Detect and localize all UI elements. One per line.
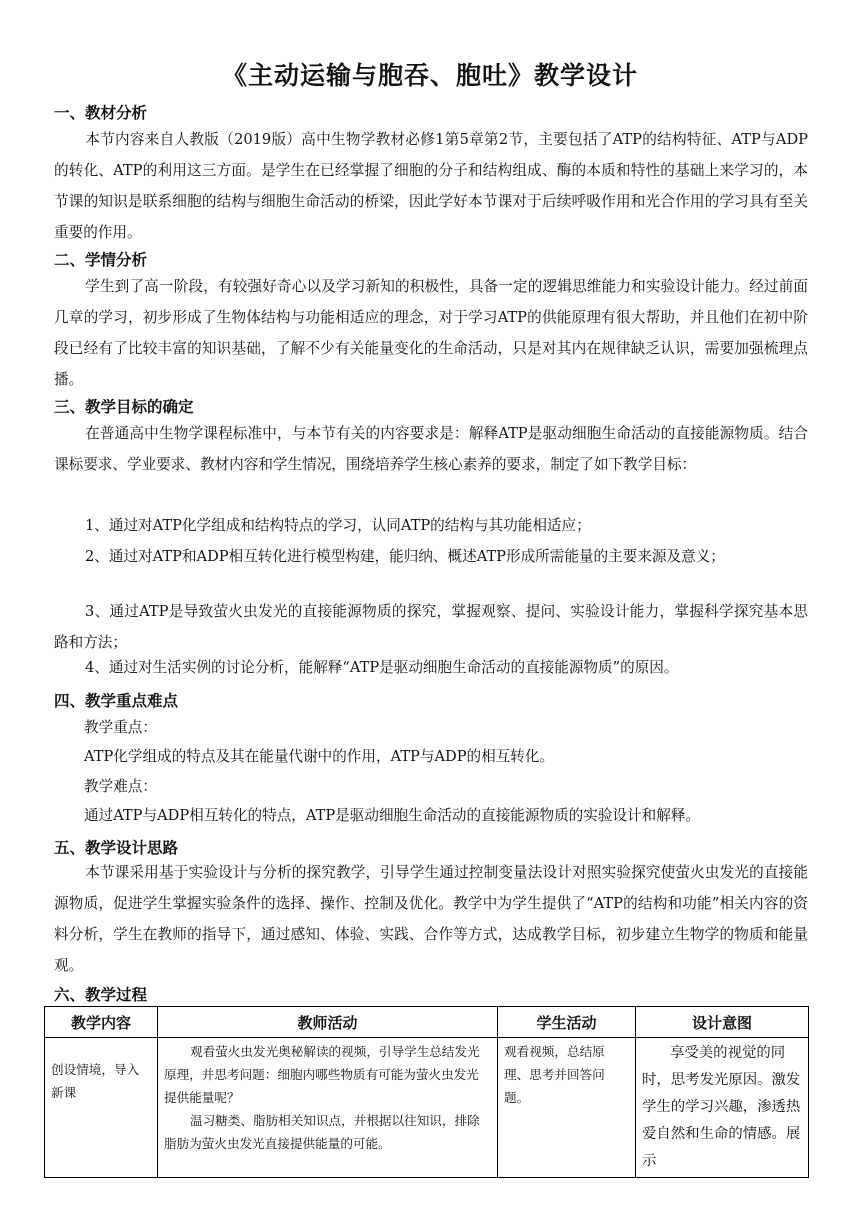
section-body-students (54, 271, 808, 395)
goal-4-text: 4、通过对生活实例的讨论分析，能解释“ATP是驱动细胞生命活动的直接能源物质”的原因。 (85, 659, 679, 676)
header-intent: 设计意图 (636, 1007, 809, 1038)
section-heading-key-points: 四、教学重点难点 (54, 692, 179, 710)
goals-intro-text: 在普通高中生物学课程标准中，与本节有关的内容要求是：解释ATP是驱动细胞生命活动的直接能源物质。结合课标要求、学业要求、教材内容和学生情况，围绕培养学生核心素养的要求，制定了如下教学目标： (54, 425, 808, 473)
section-heading-material: 一、教材分析 (54, 104, 148, 122)
material-text: 本节内容来自人教版（2019版）高中生物学教材必修1第5章第2节，主要包括了ATP的结构特征、ATP与ADP的转化、ATP的利用这三方面。是学生在已经掌握了细胞的分子和结构组成、酶的本质和特性的基础上来学习的，本节课的知识是联系细胞的结构与细胞生命活动的桥梁，因此学好本节课对于后续呼吸作用和光合作用的学习具有至关重要的作用。 (54, 131, 808, 241)
header-content: 教学内容 (45, 1007, 158, 1038)
goals-intro (54, 418, 808, 480)
section-heading-students: 二、学情分析 (54, 251, 148, 269)
goal-item-3 (54, 596, 808, 658)
cell-teacher (158, 1038, 498, 1178)
key-point-label: 教学重点： (84, 719, 157, 736)
process-table (44, 1006, 809, 1178)
goal-item-4 (54, 652, 808, 683)
difficulty-text: 通过ATP与ADP相互转化的特点，ATP是驱动细胞生命活动的直接能源物质的实验设计和解释。 (84, 807, 701, 824)
teacher-paragraph-1: 观看萤火虫发光奥秘解读的视频，引导学生总结发光原理，并思考问题：细胞内哪些物质有可能为萤火虫发光提供能量呢？ (164, 1044, 480, 1105)
goal-item-1 (54, 510, 808, 541)
section-heading-goals: 三、教学目标的确定 (54, 398, 194, 416)
goal-1-text: 1、通过对ATP化学组成和结构特点的学习，认同ATP的结构与其功能相适应； (85, 517, 591, 534)
key-point-text: ATP化学组成的特点及其在能量代谢中的作用，ATP与ADP的相互转化。 (84, 748, 555, 765)
goal-3-text: 3、通过ATP是导致萤火虫发光的直接能源物质的探究，掌握观察、提问、实验设计能力，掌握科学探究基本思路和方法； (54, 603, 808, 651)
section-heading-process: 六、教学过程 (54, 986, 148, 1004)
section-body-design (54, 857, 808, 981)
design-text: 本节课采用基于实验设计与分析的探究教学，引导学生通过控制变量法设计对照实验探究使萤火虫发光的直接能源物质，促进学生掌握实验条件的选择、操作、控制及优化。教学中为学生提供了“ATP的结构和功能”相关内容的资料分析，学生在教师的指导下，通过感知、体验、实践、合作等方式，达成教学目标，初步建立生物学的物质和能量观。 (54, 864, 808, 974)
goal-2-text: 2、通过对ATP和ADP相互转化进行模型构建，能归纳、概述ATP形成所需能量的主要来源及意义； (85, 548, 725, 565)
header-teacher: 教师活动 (158, 1007, 498, 1038)
table-header-row (45, 1007, 809, 1038)
difficulty-label: 教学难点： (84, 778, 157, 795)
section-heading-design: 五、教学设计思路 (54, 839, 179, 857)
teacher-paragraph-2: 温习糖类、脂肪相关知识点，并根据以往知识，排除脂肪为萤火虫发光直接提供能量的可能。 (164, 1113, 480, 1151)
header-student: 学生活动 (498, 1007, 636, 1038)
table-row (45, 1038, 809, 1178)
cell-student: 观看视频，总结原理、思考并回答问题。 (498, 1038, 636, 1178)
section-body-material (54, 124, 808, 248)
document-title: 《主动运输与胞吞、胞吐》教学设计 (221, 61, 638, 90)
students-text: 学生到了高一阶段，有较强好奇心以及学习新知的积极性，具备一定的逻辑思维能力和实验设计能力。经过前面几章的学习，初步形成了生物体结构与功能相适应的理念，对于学习ATP的供能原理有很大帮助，并且他们在初中阶段已经有了比较丰富的知识基础，了解不少有关能量变化的生命活动，只是对其内在规律缺乏认识，需要加强梳理点播。 (54, 278, 808, 388)
cell-content: 创设情境，导入新课 (45, 1038, 158, 1178)
goal-item-2 (54, 541, 808, 572)
cell-intent: 享受美的视觉的同时，思考发光原因。激发学生的学习兴趣，渗透热爱自然和生命的情感。展示 (636, 1038, 809, 1178)
